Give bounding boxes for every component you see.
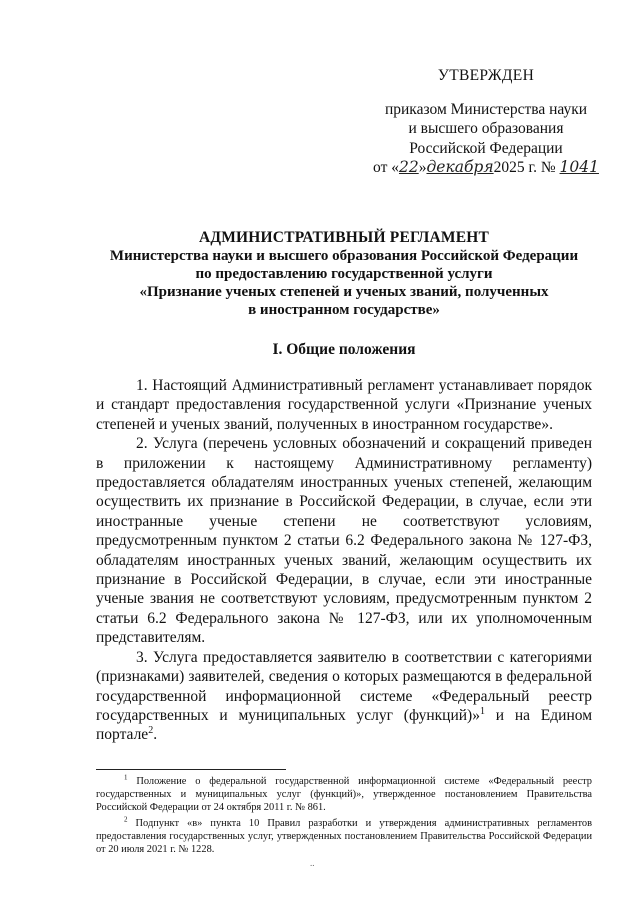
title-line: «Признание ученых степеней и ученых званий, полученных xyxy=(139,284,549,300)
date-month: декабря xyxy=(426,158,494,176)
title-line: по предоставлению государственной услуги xyxy=(195,266,493,282)
footnote-mark: 1 xyxy=(124,773,128,782)
paragraph-text: . xyxy=(153,726,158,744)
title-line: Министерства науки и высшего образования Российской Федерации xyxy=(109,248,579,264)
order-number: 1041 xyxy=(559,158,599,176)
approval-stamp xyxy=(366,66,606,178)
title-line: в иностранном государстве» xyxy=(248,302,440,318)
section-heading: I. Общие положения xyxy=(272,341,416,358)
title-main: АДМИНИСТРАТИВНЫЙ РЕГЛАМЕНТ xyxy=(198,229,490,246)
approval-line: приказом Министерства науки xyxy=(384,100,588,118)
approval-line: Российской Федерации xyxy=(409,139,563,157)
approval-heading: УТВЕРЖДЕН xyxy=(437,67,535,84)
paragraph xyxy=(96,648,592,745)
footnote-divider xyxy=(96,769,286,770)
footnote-ref: 1 xyxy=(479,705,485,717)
order-date-line xyxy=(366,158,606,178)
footnote-mark: 2 xyxy=(124,815,128,824)
approval-line: и высшего образования xyxy=(408,120,564,137)
date-prefix: от « xyxy=(373,159,399,176)
date-day: 22 xyxy=(398,158,419,176)
body-text xyxy=(96,376,592,745)
paragraph: 1. Настоящий Административный регламент устанавливает порядок и стандарт предоставления государственной услуги «Признание ученых степеней и ученых званий, полученных в иностранном государстве». xyxy=(96,377,592,433)
paragraph: 2. Услуга (перечень условных обозначений и сокращений приведен в приложении к настоящему Административному регламенту) предоставляется обладателям иностранных ученых степеней, желающим осуществить их признание в Российской Федерации, в случае, если эти иностранные ученые степени не соответствуют условиям, предусмотренным пунктом 2 статьи 6.2 Федерального закона № 127-ФЗ, обладателям иностранных ученых званий, желающим осуществить их признание в Российской Федерации, в случае, если эти иностранные ученые звания не соответствуют условиям, предусмотренным пунктом 2 статьи 6.2 Федерального закона № 127-ФЗ, или их уполномоченным представителям. xyxy=(96,435,592,647)
document-title xyxy=(96,229,592,319)
footnote xyxy=(96,775,592,815)
date-quote-close: » xyxy=(418,159,427,176)
footnote-text: Положение о федеральной государственной информационной системе «Федеральный реестр государственных и муниципальных услуг (функций)», утвержденное постановлением Правительства Российской Федерации от 24 октября 2011 г. № 861. xyxy=(96,776,592,814)
footnote-ref: 2 xyxy=(148,725,154,737)
date-year: 2025 г. № xyxy=(493,159,556,176)
footnote-text: Подпункт «в» пункта 10 Правил разработки и утверждения административных регламентов предоставления государственных услуг, утвержденных постановлением Правительства Российской Федерации от 20 июля 2021 г. № 1228. xyxy=(96,817,592,856)
paragraph-text: 3. Услуга предоставляется заявителю в соответствии с категориями (признаками) заявителей, сведения о которых размещаются в федеральной государственной информационной системе «Федеральный реестр государственных и муниципальных услуг (функций)» xyxy=(96,648,592,724)
scan-speck: .. xyxy=(310,858,315,868)
footnotes xyxy=(96,775,592,858)
paragraph-text: и на Едином портале xyxy=(96,706,592,744)
footnote xyxy=(96,817,592,857)
